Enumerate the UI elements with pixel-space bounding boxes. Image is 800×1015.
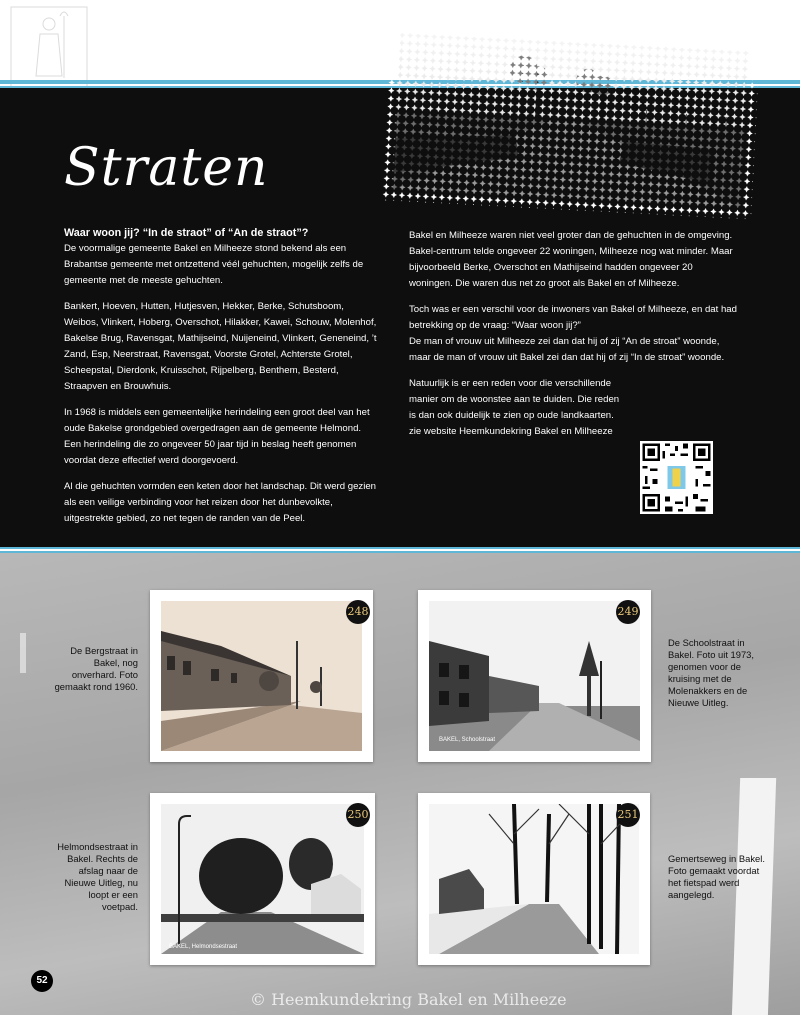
- photo-caption-249: De Schoolstraat in Bakel. Foto uit 1973, genomen voor de kruising met de Molenakkers en de Nieuwe Uitleg.: [668, 637, 754, 708]
- street-photo: [161, 804, 364, 954]
- photo-caption-250: Helmondsestraat in Bakel. Rechts de afslag naar de Nieuwe Uitleg, nu loopt er een voetpad.: [57, 841, 138, 912]
- paragraph: Natuurlijk is er een reden voor die verschillende manier om de woonstee aan te duiden. Die reden is dan ook duidelijk te zien op oude landkaarten. zie website Heemkundekring Bakel en Milheeze: [409, 378, 620, 437]
- stamp-photo: [382, 22, 761, 219]
- photo-number-badge: 248: [346, 600, 370, 624]
- accent-stripe-bottom-thin: [0, 547, 800, 549]
- page-title: Straten: [64, 138, 269, 198]
- photo-number-badge: 250: [346, 803, 370, 827]
- photo-card-249: [418, 590, 651, 762]
- page-number: 52: [31, 970, 53, 992]
- paragraph: In 1968 is middels een gemeentelijke herindeling een groot deel van het oude Bakelse grondgebied overgedragen aan de gemeente Helmond. Een herindeling die zo ongeveer 50 jaar tijd in beslag heeft genomen voordat deze effectief werd doorgevoerd.: [64, 407, 370, 466]
- photo-card-250: [150, 793, 375, 965]
- road-marking: [20, 633, 26, 673]
- saint-seal-icon: [10, 6, 88, 88]
- svg-text:BAKEL, Schoolstraat: BAKEL, Schoolstraat: [439, 737, 496, 743]
- section-heading: Waar woon jij? “In de straot” of “An de straot”?: [64, 227, 309, 239]
- photo-number-badge: 251: [616, 803, 640, 827]
- photo-number-badge: 249: [616, 600, 640, 624]
- svg-text:BAKEL, Helmondsestraat: BAKEL, Helmondsestraat: [169, 944, 238, 950]
- photo-card-248: [150, 590, 373, 762]
- copyright-watermark: © Heemkundekring Bakel en Milheeze: [250, 990, 567, 1009]
- photo-caption-251: Gemertseweg in Bakel. Foto gemaakt voordat het fietspad werd aangelegd.: [668, 853, 765, 900]
- paragraph: Bakel en Milheeze waren niet veel groter dan de gehuchten in de omgeving. Bakel-centrum telde ongeveer 22 woningen, Milheeze nog wat minder. Maar bijvoorbeeld Berke, Overschot en Mathijseind hadden ongeveer 20 woningen. Die waren dus net zo groot als Bakel en of Milheeze.: [409, 230, 733, 289]
- paragraph: Bankert, Hoeven, Hutten, Hutjesven, Hekker, Berke, Schutsboom, Weibos, Vlinkert, Hoberg, Overschot, Hilakker, Kawei, Schouw, Molenhof, Bakelse Brug, Ravensgat, Mathijseind, Nuijeneind, Vlinkert, Geneneind, ’t Zand, Esp, Neerstraat, Ravensgat, Voorste Grotel, Achterste Grotel, Scheepstal, Dierdonk, Kruisschot, Rijpelberg, Benthem, Besterd, Straapven en Brouwhuis.: [64, 301, 377, 392]
- photo-card-251: [418, 793, 650, 965]
- photo-section-background: [0, 553, 800, 1015]
- qr-code-icon[interactable]: [640, 441, 713, 514]
- paragraph: De voormalige gemeente Bakel en Milheeze stond bekend als een Brabantse gemeente met ontzettend véél gehuchten, mogelijk zelfs de gemeente met de meeste gehuchten.: [64, 243, 364, 286]
- paragraph: Al die gehuchten vormden een keten door het landschap. Dit werd gezien als een veilige verbinding voor het reizen door het dunbevolkte, uitgestrekte gebied, zo net tegen de randen van de Peel.: [64, 481, 376, 524]
- street-photo: [429, 804, 639, 954]
- right-column: [409, 228, 739, 450]
- paragraph: De man of vrouw uit Milheeze zei dan dat hij of zij “An de stroat” woonde, maar de man of vrouw uit Bakel zei dan dat hij of zij “In de stroat” woonde.: [409, 336, 725, 363]
- paragraph: Toch was er een verschil voor de inwoners van Bakel of Milheeze, en dat had betrekking op de vraag: “Waar woon jij?”: [409, 304, 737, 331]
- photo-caption-248: De Bergstraat in Bakel, nog onverhard. Foto gemaakt rond 1960.: [54, 645, 138, 692]
- left-column: [64, 226, 379, 537]
- street-photo: [161, 601, 362, 751]
- street-photo: [429, 601, 640, 751]
